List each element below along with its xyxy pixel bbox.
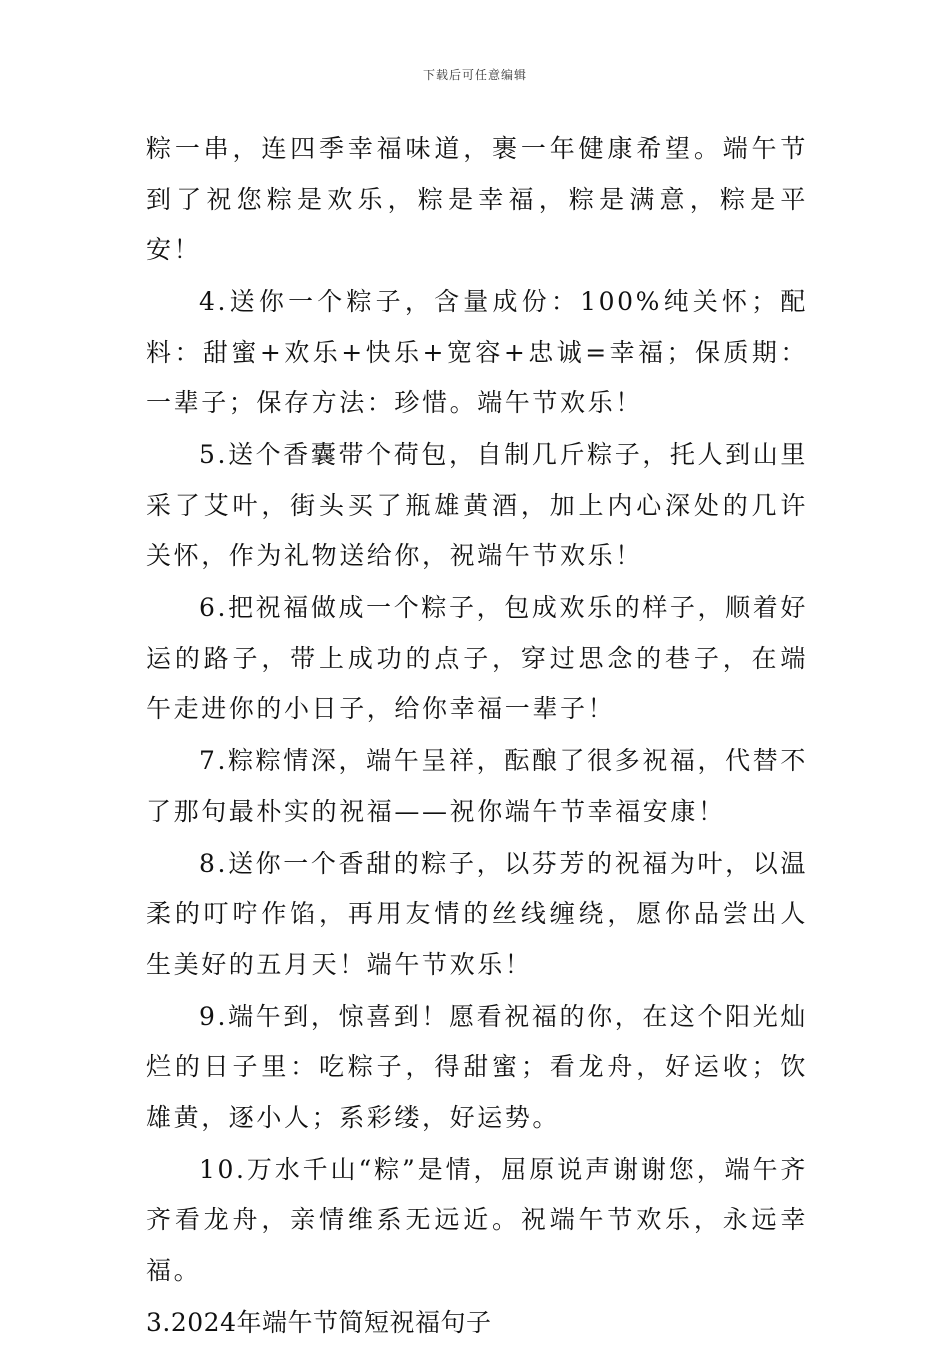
paragraph-item-10: 10.万水千山“粽”是情，屈原说声谢谢您，端午齐齐看龙舟，亲情维系无远近。祝端午节欢乐，永远幸福。 [146,1145,808,1297]
section-heading: 3.2024年端午节简短祝福句子 [146,1298,808,1348]
page-header: 下载后可任意编辑 [0,66,950,83]
paragraph-item-4: 4.送你一个粽子，含量成份：100%纯关怀；配料：甜蜜+欢乐+快乐+宽容+忠诚=幸福；保质期：一辈子；保存方法：珍惜。端午节欢乐！ [146,277,808,429]
paragraph-item-8: 8.送你一个香甜的粽子，以芬芳的祝福为叶，以温柔的叮咛作馅，再用友情的丝线缠绕，愿你品尝出人生美好的五月天！端午节欢乐！ [146,839,808,991]
document-body [146,124,808,1348]
paragraph-item-5: 5.送个香囊带个荷包，自制几斤粽子，托人到山里采了艾叶，街头买了瓶雄黄酒，加上内心深处的几许关怀，作为礼物送给你，祝端午节欢乐！ [146,430,808,582]
paragraph-item-7: 7.粽粽情深，端午呈祥，酝酿了很多祝福，代替不了那句最朴实的祝福——祝你端午节幸福安康！ [146,736,808,837]
paragraph-continued: 粽一串，连四季幸福味道，裹一年健康希望。端午节到了祝您粽是欢乐，粽是幸福，粽是满意，粽是平安！ [146,124,808,276]
paragraph-item-9: 9.端午到，惊喜到！愿看祝福的你，在这个阳光灿烂的日子里：吃粽子，得甜蜜；看龙舟，好运收；饮雄黄，逐小人；系彩缕，好运势。 [146,992,808,1144]
paragraph-item-6: 6.把祝福做成一个粽子，包成欢乐的样子，顺着好运的路子，带上成功的点子，穿过思念的巷子，在端午走进你的小日子，给你幸福一辈子！ [146,583,808,735]
